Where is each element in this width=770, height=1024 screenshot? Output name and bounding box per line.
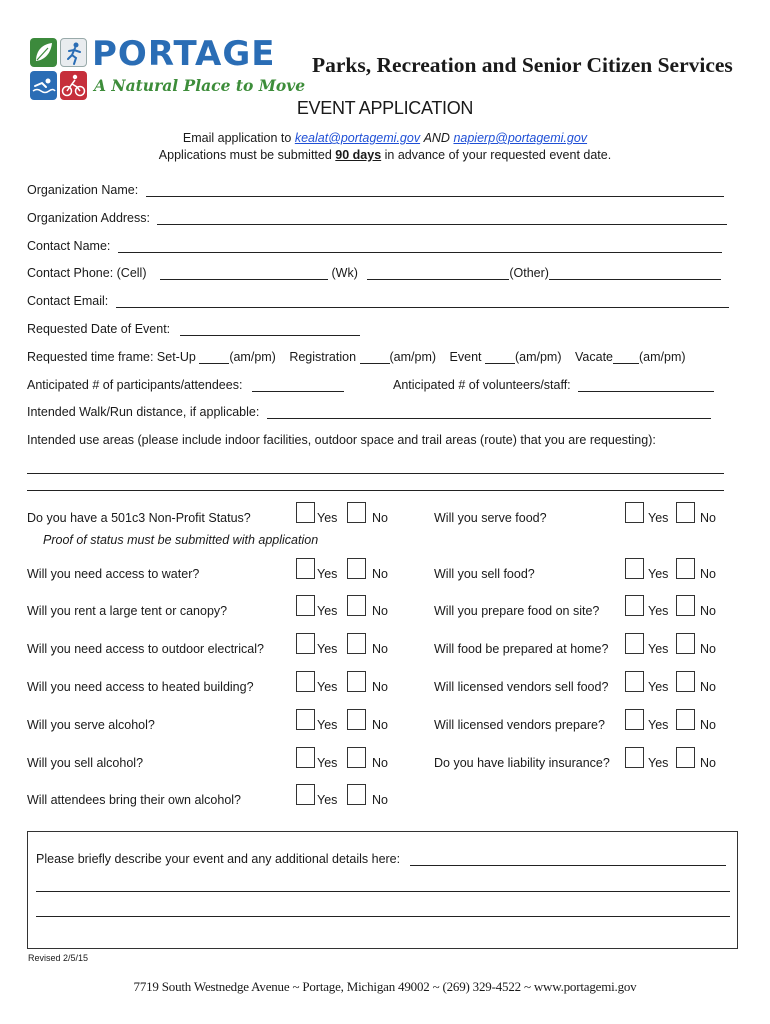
questions_right-question-1: Will you serve food? (434, 511, 547, 525)
questions_left-yes-label-1: Yes (317, 511, 338, 525)
registration-label: Registration (289, 350, 357, 364)
questions_right-question-6: Will licensed vendors prepare? (434, 718, 605, 732)
time-frame-label: Requested time frame: Set-Up (27, 350, 196, 364)
contact-name-field[interactable] (118, 240, 722, 253)
requested-date-label: Requested Date of Event: (27, 322, 171, 336)
questions_left-no-checkbox-3[interactable] (347, 595, 366, 616)
questions_right-no-checkbox-6[interactable] (676, 709, 695, 730)
vacate-label: Vacate (575, 350, 613, 364)
questions_left-question-8: Will attendees bring their own alcohol? (27, 793, 242, 807)
questions_left-yes-checkbox-4[interactable] (296, 633, 315, 654)
questions_right-no-checkbox-2[interactable] (676, 558, 695, 579)
walk-run-row (27, 405, 711, 421)
contact-email-label: Contact Email: (27, 294, 109, 308)
participants-field[interactable] (252, 379, 344, 392)
logo-tagline: A Natural Place to Move (94, 76, 306, 95)
questions_left-no-checkbox-4[interactable] (347, 633, 366, 654)
org-address-label: Organization Address: (27, 211, 150, 225)
walk-run-label: Intended Walk/Run distance, if applicable: (27, 405, 260, 419)
footer-address: 7719 South Westnedge Avenue ~ Portage, Michigan 49002 ~ (269) 329-4522 ~ www.portagemi.gov (133, 979, 637, 994)
vacate-ampm: (am/pm) (639, 350, 686, 364)
questions_left-yes-checkbox-2[interactable] (296, 558, 315, 579)
use-areas-label: Intended use areas (please include indoor facilities, outdoor space and trail areas (route) that you are requesting): (27, 433, 656, 447)
questions_left-yes-label-6: Yes (317, 718, 338, 732)
volunteers-field[interactable] (578, 379, 714, 392)
questions_left-question-7: Will you sell alcohol? (27, 756, 144, 770)
questions_right-question-4: Will food be prepared at home? (434, 642, 609, 656)
event-ampm: (am/pm) (514, 350, 562, 364)
participants-label: Anticipated # of participants/attendees: (27, 378, 243, 392)
questions_left-yes-label-3: Yes (317, 604, 338, 618)
questions_left-yes-checkbox-8[interactable] (296, 784, 315, 805)
contact-phone-row (27, 266, 721, 282)
questions_left-yes-label-2: Yes (317, 567, 338, 581)
questions_left-yes-checkbox-6[interactable] (296, 709, 315, 730)
questions_left-yes-label-8: Yes (317, 793, 338, 807)
registration-time-field[interactable] (360, 351, 390, 364)
questions_right-yes-label-3: Yes (648, 604, 669, 618)
department-name: Parks, Recreation and Senior Citizen Services (312, 53, 733, 77)
questions_right-yes-checkbox-6[interactable] (625, 709, 644, 730)
swimmer-icon (30, 71, 57, 100)
questions_left-no-label-7: No (372, 756, 388, 770)
contact-name-row (27, 239, 722, 255)
questions_left-yes-checkbox-5[interactable] (296, 671, 315, 692)
questions_left-question-5: Will you need access to heated building? (27, 680, 254, 694)
setup-time-field[interactable] (199, 351, 229, 364)
description-label: Please briefly describe your event and any additional details here: (36, 852, 401, 866)
questions_left-question-3: Will you rent a large tent or canopy? (27, 604, 228, 618)
form-title: EVENT APPLICATION (296, 98, 474, 118)
org-name-row (27, 183, 724, 199)
volunteers-label: Anticipated # of volunteers/staff: (393, 378, 571, 392)
submit-suffix: in advance of your requested event date. (384, 148, 612, 162)
questions_left-no-checkbox-6[interactable] (347, 709, 366, 730)
questions_right-no-label-5: No (700, 680, 716, 694)
questions_left-no-label-4: No (372, 642, 388, 656)
org-name-label: Organization Name: (27, 183, 139, 197)
email-instructions (0, 131, 770, 145)
description-box (27, 831, 738, 949)
wk-label: (Wk) (331, 266, 358, 280)
questions_left-question-2: Will you need access to water? (27, 567, 200, 581)
questions_right-no-label-6: No (700, 718, 716, 732)
email-and: AND (423, 131, 450, 145)
questions_right-question-5: Will licensed vendors sell food? (434, 680, 609, 694)
org-address-field[interactable] (157, 212, 727, 225)
use-areas-row (27, 433, 656, 449)
questions_right-no-checkbox-4[interactable] (676, 633, 695, 654)
use-areas-line-1[interactable] (27, 473, 724, 474)
questions_right-yes-label-1: Yes (648, 511, 669, 525)
questions_left-yes-checkbox-1[interactable] (296, 502, 315, 523)
questions_left-no-label-6: No (372, 718, 388, 732)
questions_left-yes-label-4: Yes (317, 642, 338, 656)
volunteers-row (393, 378, 714, 394)
questions_right-yes-checkbox-4[interactable] (625, 633, 644, 654)
other-label: (Other) (509, 266, 549, 280)
use-areas-line-2[interactable] (27, 490, 724, 491)
questions_right-question-2: Will you sell food? (434, 567, 535, 581)
questions_right-no-label-4: No (700, 642, 716, 656)
questions_right-question-7: Do you have liability insurance? (434, 756, 610, 770)
other-phone-field[interactable] (549, 267, 721, 280)
questions_right-no-checkbox-1[interactable] (676, 502, 695, 523)
portage-logo (30, 34, 306, 104)
revised-date: Revised 2/5/15 (28, 953, 89, 963)
event-time-field[interactable] (485, 351, 515, 364)
questions_right-yes-label-5: Yes (648, 680, 669, 694)
org-address-row (27, 211, 727, 227)
requested-date-row (27, 322, 360, 338)
description-line-1[interactable] (36, 891, 730, 892)
description-field[interactable] (410, 853, 726, 866)
questions_right-no-label-1: No (700, 511, 716, 525)
questions_left-note-1: Proof of status must be submitted with application (43, 533, 319, 547)
email-link-2[interactable]: napierp@portagemi.gov (453, 131, 588, 145)
questions_left-yes-checkbox-3[interactable] (296, 595, 315, 616)
participants-row (27, 378, 344, 394)
questions_right-yes-checkbox-1[interactable] (625, 502, 644, 523)
questions_right-yes-checkbox-5[interactable] (625, 671, 644, 692)
email-prefix: Email application to (182, 131, 292, 145)
cyclist-icon (60, 71, 87, 100)
work-phone-field[interactable] (367, 267, 509, 280)
questions_left-no-label-3: No (372, 604, 388, 618)
questions_left-yes-label-7: Yes (317, 756, 338, 770)
cell-phone-field[interactable] (160, 267, 328, 280)
submit-days: 90 days (335, 148, 382, 162)
questions_right-yes-label-2: Yes (648, 567, 669, 581)
questions_left-question-4: Will you need access to outdoor electrical? (27, 642, 264, 656)
logo-wordmark: PORTAGE (92, 34, 276, 74)
contact-phone-label: Contact Phone: (Cell) (27, 266, 147, 280)
submit-prefix: Applications must be submitted (158, 148, 332, 162)
questions_right-yes-checkbox-2[interactable] (625, 558, 644, 579)
questions_left-no-label-8: No (372, 793, 388, 807)
setup-ampm: (am/pm) (229, 350, 276, 364)
questions_right-no-checkbox-7[interactable] (676, 747, 695, 768)
questions_right-no-label-3: No (700, 604, 716, 618)
questions_left-no-checkbox-7[interactable] (347, 747, 366, 768)
event-label: Event (449, 350, 482, 364)
questions_right-question-3: Will you prepare food on site? (434, 604, 600, 618)
requested-date-field[interactable] (180, 323, 360, 336)
email-link-1[interactable]: kealat@portagemi.gov (294, 131, 421, 145)
questions_left-question-6: Will you serve alcohol? (27, 718, 155, 732)
questions_left-yes-checkbox-7[interactable] (296, 747, 315, 768)
questions_right-no-checkbox-5[interactable] (676, 671, 695, 692)
questions_left-yes-label-5: Yes (317, 680, 338, 694)
questions_right-no-checkbox-3[interactable] (676, 595, 695, 616)
time-frame-row (27, 350, 686, 366)
questions_left-no-checkbox-2[interactable] (347, 558, 366, 579)
questions_right-yes-label-4: Yes (648, 642, 669, 656)
submission-deadline (0, 148, 770, 162)
questions_left-no-checkbox-1[interactable] (347, 502, 366, 523)
questions_right-no-label-7: No (700, 756, 716, 770)
leaf-icon (30, 38, 57, 67)
contact-email-row (27, 294, 729, 310)
questions_left-question-1: Do you have a 501c3 Non-Profit Status? (27, 511, 251, 525)
questions_left-no-label-5: No (372, 680, 388, 694)
questions_right-no-label-2: No (700, 567, 716, 581)
questions_right-yes-checkbox-7[interactable] (625, 747, 644, 768)
questions_left-no-label-2: No (372, 567, 388, 581)
questions_left-no-checkbox-5[interactable] (347, 671, 366, 692)
vacate-time-field[interactable] (613, 351, 639, 364)
registration-ampm: (am/pm) (389, 350, 437, 364)
questions_left-no-label-1: No (372, 511, 388, 525)
walk-run-field[interactable] (267, 406, 711, 419)
logo-tiles (30, 38, 88, 100)
questions_right-yes-checkbox-3[interactable] (625, 595, 644, 616)
org-name-field[interactable] (146, 184, 724, 197)
questions_right-yes-label-7: Yes (648, 756, 669, 770)
contact-email-field[interactable] (116, 295, 729, 308)
questions_left-no-checkbox-8[interactable] (347, 784, 366, 805)
contact-name-label: Contact Name: (27, 239, 111, 253)
description-row (36, 852, 726, 868)
description-line-2[interactable] (36, 916, 730, 917)
questions_right-yes-label-6: Yes (648, 718, 669, 732)
runner-icon (60, 38, 87, 67)
